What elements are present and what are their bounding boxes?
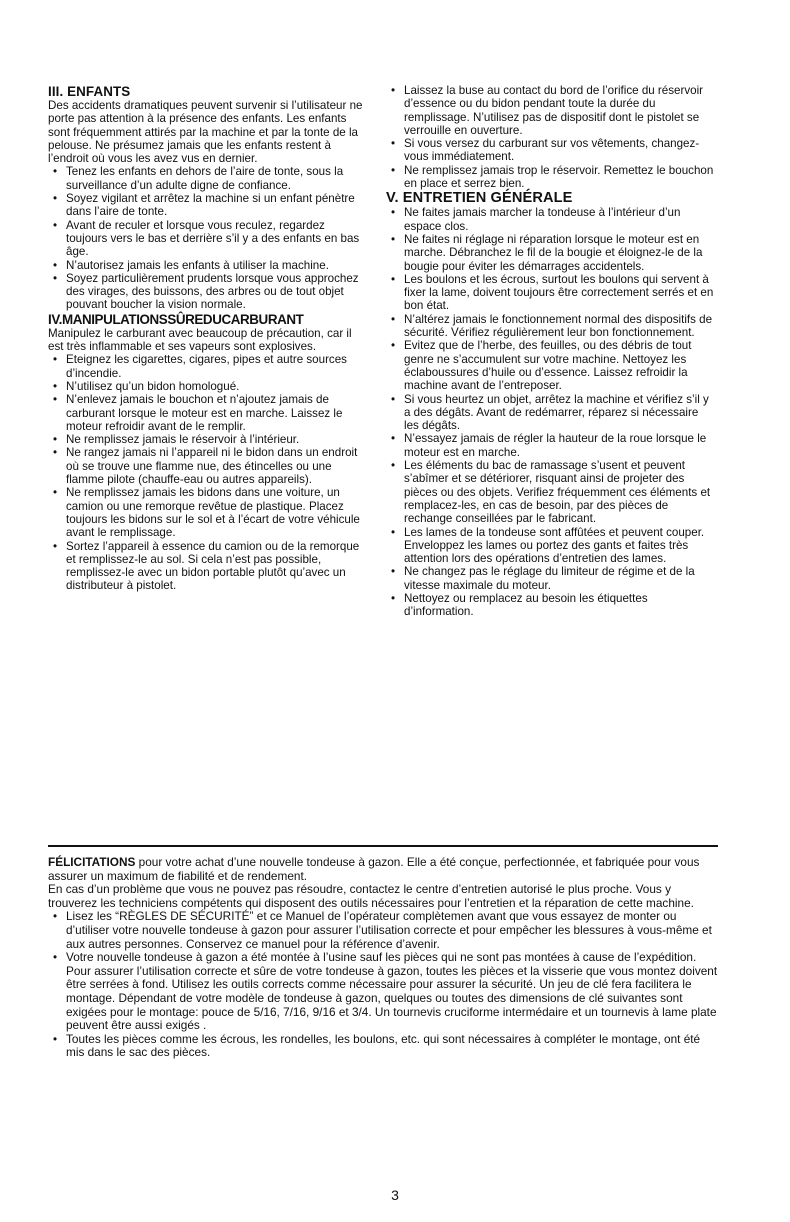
heading-enfants: III. ENFANTS <box>48 84 131 99</box>
list-item: • Soyez vigilant et arrêtez la machine si un enfant pénètre dans l’aire de tonte. <box>53 192 355 219</box>
enfants-bullet-list <box>48 165 366 311</box>
bullet-icon: • <box>53 258 58 272</box>
entretien-bullet-list <box>386 206 716 618</box>
bullet-icon: • <box>53 539 58 553</box>
list-item: • Ne remplissez jamais le réservoir à l’intérieur. <box>53 433 300 447</box>
bullet-icon: • <box>391 591 396 605</box>
section-divider <box>48 845 718 847</box>
list-item: • N’utilisez qu’un bidon homologué. <box>53 379 240 393</box>
list-item: • Ne remplissez jamais les bidons dans une voiture, un camion ou une remorque revêtue de plastique. Placez toujours les bidons sur le sol et à l’écart de votre véhicule avant le remplissage. <box>53 486 360 540</box>
list-item: • Laissez la buse au contact du bord de l’orifice du réservoir d’essence ou du bidon pendant toute la durée du remplissage. N’utilisez pas de dispositif dont le pistolet se verrouille en ouverture. <box>391 84 704 137</box>
list-item: • N’autorisez jamais les enfants à utiliser la machine. <box>53 258 329 272</box>
bullet-icon: • <box>391 84 396 97</box>
heading-carburant: IV.MANIPULATIONSSÛREDUCARBURANT <box>48 311 304 327</box>
felicitations-bullet-list <box>48 910 718 1060</box>
left-column <box>48 84 366 593</box>
section-entretien <box>386 190 716 618</box>
bullet-icon: • <box>391 392 396 406</box>
bullet-icon: • <box>53 910 58 924</box>
carburant-intro: Manipulez le carburant avec beaucoup de précaution, car il est très inflammable et ses vapeurs sont explosives. <box>48 326 352 354</box>
bullet-icon: • <box>391 339 396 353</box>
bullet-icon: • <box>391 432 396 446</box>
right-column <box>386 84 716 619</box>
list-item: • N’altérez jamais le fonctionnement normal des dispositifs de sécurité. Vérifiez régulièrement leur bon fonctionnement. <box>391 312 713 340</box>
section-carburant <box>48 312 366 593</box>
heading-entretien: V. ENTRETIEN GÉNÉRALE <box>386 190 573 207</box>
list-item: • N’enlevez jamais le bouchon et n’ajoutez jamais de carburant lorsque le moteur est en marche. Laissez le moteur refroidir avant de le remplir. <box>53 393 343 433</box>
list-item: • Votre nouvelle tondeuse à gazon a été montée à l’usine sauf les pièces qui ne sont pas montées à cause de l’expédition. Pour assurer l’utilisation correcte et sûre de votre tondeuse à gazon, toutes les pièces et la visserie que vous montez doivent être serrées à fond. Utilisez les outils corrects comme nécessaire pour assurer la sécurité. Un jeu de clé fera facilitera le montage. Dépendant de votre modèle de tondeuse à gazon, quelques ou toutes des dimensions de clé suivantes sont exigées pour le montage: pouce de 5/16, 7/16, 9/16 et 3/4. Un tournevis cruciforme intermédaire et un tournevis à lame plate peuvent être aussi exigés . <box>53 950 718 1033</box>
list-item: • Ne remplissez jamais trop le réservoir. Remettez le bouchon en place et serrez bien. <box>391 163 714 191</box>
felicitations-label: FÉLICITATIONS <box>48 855 136 869</box>
list-item: • Ne faites jamais marcher la tondeuse à l’intérieur d’un espace clos. <box>391 206 681 233</box>
bullet-icon: • <box>53 446 58 460</box>
list-item: • Les éléments du bac de ramassage s’usent et peuvent s’abîmer et se détériorer, risquant ainsi de projeter des pièces ou des objets. Verifiez fréquemment ces éléments et remplacez-les, en cas de besoin, par des pièces de rechange conseillées par le fabricant. <box>391 459 711 526</box>
list-item: • Toutes les pièces comme les écrous, les rondelles, les boulons, etc. qui sont nécessaires à compléter le montage, ont été mis dans le sac des pièces. <box>53 1031 701 1060</box>
list-item: • Sortez l’appareil à essence du camion ou de la remorque et remplissez-le au sol. Si cela n’est pas possible, remplissez-le avec un bidon portable plutôt qu’avec un distributeur à pistolet. <box>53 539 360 593</box>
list-item: • Soyez particulièrement prudents lorsque vous approchez des virages, des buissons, des arbres ou de tout objet pouvant boucher la vision normale. <box>53 271 359 312</box>
bullet-icon: • <box>53 271 58 285</box>
list-item: • Si vous versez du carburant sur vos vêtements, changez-vous immédiatement. <box>391 137 700 164</box>
enfants-intro: Des accidents dramatiques peuvent survenir si l’utilisateur ne porte pas attention à la présence des enfants. Les enfants sont fréquemment attirés par la machine et par la tonte de la pelouse. Ne présumez jamais que les enfants restent à l’endroit où vous les avez vus en dernier. <box>48 99 363 166</box>
bullet-icon: • <box>391 137 396 151</box>
felicitations-text: pour votre achat d’une nouvelle tondeuse à gazon. Elle a été conçue, perfectionnée, et fabriquée pour vous assurer un maximum de fiabilité et de rendement. <box>48 855 700 883</box>
bullet-icon: • <box>53 1032 58 1046</box>
bullet-icon: • <box>53 433 58 447</box>
list-item: • Les lames de la tondeuse sont affûtées et peuvent couper. Enveloppez les lames ou portez des gants et faites très attention lors des opérations d’entretien des lames. <box>391 525 705 566</box>
bullet-icon: • <box>391 206 396 220</box>
list-item: • Nettoyez ou remplacez au besoin les étiquettes d’information. <box>391 591 648 619</box>
list-item: • Tenez les enfants en dehors de l’aire de tonte, sous la surveillance d’un adulte digne de confiance. <box>53 165 344 192</box>
page-number: 3 <box>391 1187 399 1203</box>
list-item: • Evitez que de l’herbe, des feuilles, ou des débris de tout genre ne s’accumulent sur votre machine. Nettoyez les éclaboussures d’huile ou d’essence. Laissez refroidir la machine avant de l’entreposer. <box>391 339 692 393</box>
bullet-icon: • <box>53 165 58 179</box>
bullet-icon: • <box>391 232 396 246</box>
bullet-icon: • <box>391 312 396 326</box>
list-item: • Les boulons et les écrous, surtout les boulons qui servent à fixer la lame, doivent toujours être correctement serrés et en bon état. <box>391 272 714 313</box>
section-enfants <box>48 84 366 312</box>
bullet-icon: • <box>391 272 396 286</box>
bullet-icon: • <box>53 353 58 367</box>
list-item: • Lisez les “RÈGLES DE SÉCURITÉ” et ce Manuel de l’opérateur complètemen avant que vous essayez de monter ou d’utiliser votre nouvelle tondeuse à gazon pour assurer l’utilisation correcte et pour empêcher les blessures à vous-même et aux autres personnes. Conservez ce manuel pour la référence d’avenir. <box>53 909 712 951</box>
felicitations-paragraph <box>48 856 718 883</box>
bullet-icon: • <box>53 951 58 965</box>
carburant-continued-list <box>386 84 716 190</box>
bullet-icon: • <box>391 459 396 473</box>
list-item: • Ne changez pas le réglage du limiteur de régime et de la vitesse maximale du moteur. <box>391 565 695 592</box>
bullet-icon: • <box>391 525 396 539</box>
list-item: • Avant de reculer et lorsque vous reculez, regardez toujours vers le bas et derrière s’il y a des enfants en bas âge. <box>53 218 360 259</box>
list-item: • N’essayez jamais de régler la hauteur de la roue lorsque le moteur est en marche. <box>391 432 707 459</box>
bullet-icon: • <box>391 163 396 177</box>
list-item: • Ne faites ni réglage ni réparation lorsque le moteur est en marche. Débranchez le fil de la bougie et éloignez-le de la bougie pour éviter les démarrages accidentels. <box>391 232 703 273</box>
support-paragraph: En cas d’un problème que vous ne pouvez pas résoudre, contactez le centre d’entretien autorisé le plus proche. Vous y trouverez les techniciens compétents qui disposent des outils nécessaires pour l’entretien et la réparation de cette machine. <box>48 882 694 910</box>
bullet-icon: • <box>53 393 58 407</box>
bullet-icon: • <box>53 379 58 393</box>
bullet-icon: • <box>53 218 58 232</box>
bullet-icon: • <box>391 565 396 579</box>
list-item: • Ne rangez jamais ni l’appareil ni le bidon dans un endroit où se trouve une flamme nue, des étincelles ou une flamme pilote (chauffe-eau ou autres appareils). <box>53 446 358 487</box>
carburant-bullet-list <box>48 353 366 592</box>
bullet-icon: • <box>53 192 58 206</box>
bullet-icon: • <box>53 486 58 500</box>
section-felicitations <box>48 856 718 1060</box>
two-column-section <box>48 84 716 824</box>
list-item: • Si vous heurtez un objet, arrêtez la machine et vérifiez s’il y a des dégâts. Avant de redémarrer, réparez si nécessaire les dégâts. <box>391 392 709 433</box>
list-item: • Eteignez les cigarettes, cigares, pipes et autre sources d’incendie. <box>53 353 347 380</box>
